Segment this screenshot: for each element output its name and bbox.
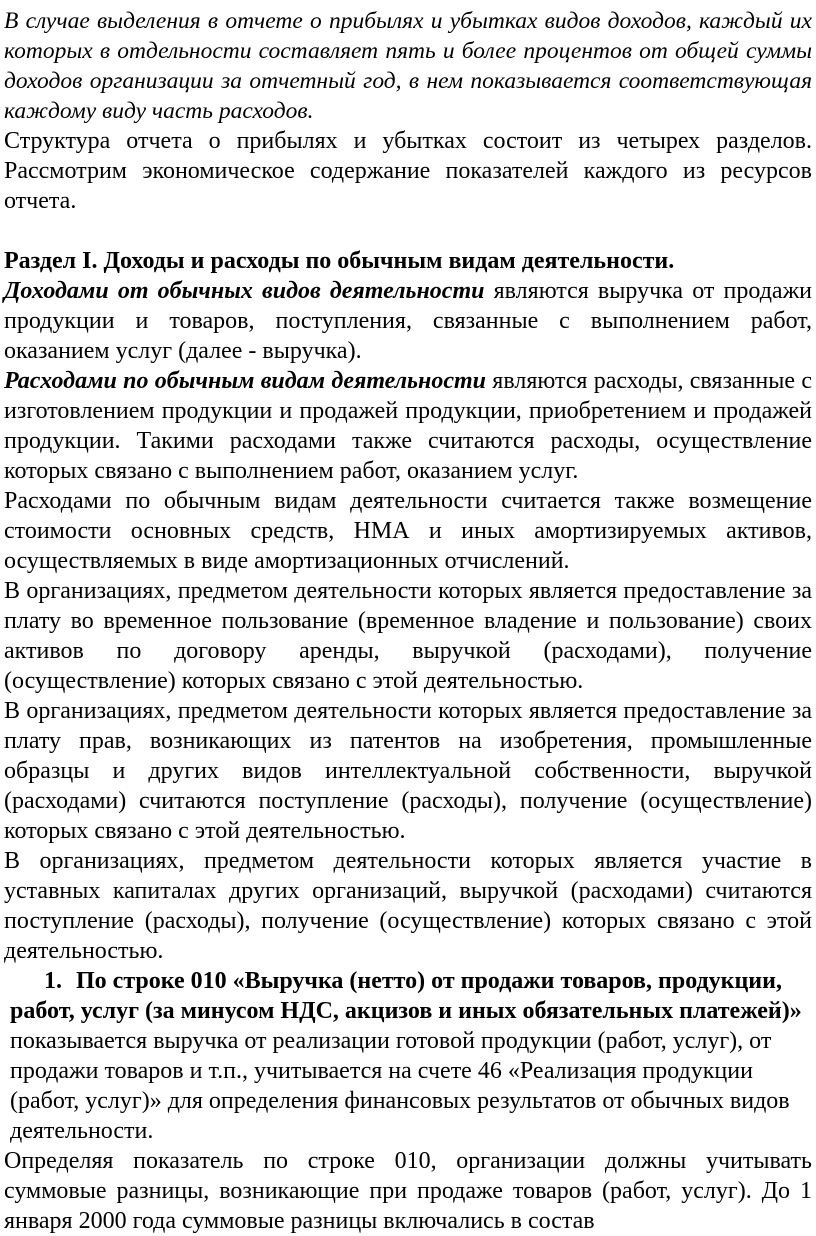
- expense-definition-paragraph: [4, 366, 812, 486]
- income-term: Доходами от обычных видов деятельности: [4, 278, 485, 304]
- list-item-bold-text: По строке 010 «Выручка (нетто) от продажи товаров, продукции, работ, услуг (за минусом НДС, акцизов и иных обязательных платежей)»: [10, 968, 802, 1024]
- expense-term: Расходами по обычным видам деятельности: [4, 368, 487, 394]
- capital-paragraph: В организациях, предметом деятельности которых является участие в уставных капиталах других организаций, выручкой (расходами) считаются поступление (расходы), получение (осуществление) которых связано с этой деятельностью.: [4, 848, 812, 964]
- expense-definition: являются расходы, связанные с изготовлением продукции и продажей продукции, приобретением и продажей продукции. Такими расходами также считаются расходы, осуществление которых связано с выполнением работ, оказанием услуг.: [4, 368, 812, 484]
- rent-paragraph: В организациях, предметом деятельности которых является предоставление за плату во временное пользование (временное владение и пользование) своих активов по договору аренды, выручкой (расходами), получение (осуществление) которых связано с этой деятельностью.: [4, 578, 812, 694]
- numbered-list: [4, 966, 812, 1146]
- income-definition: являются выручка от продажи продукции и товаров, поступления, связанные с выполнением работ, оказанием услуг (далее - выручка).: [4, 278, 812, 364]
- intro-paragraph: В случае выделения в отчете о прибылях и убытках видов доходов, каждый их которых в отдельности составляет пять и более процентов от общей суммы доходов организации за отчетный год, в нем показывается соответствующая каждому виду часть расходов.: [4, 8, 812, 124]
- list-item: [10, 966, 812, 1146]
- list-item-text: показывается выручка от реализации готовой продукции (работ, услуг), от продажи товаров и т.п., учитывается на счете 46 «Реализация продукции (работ, услуг)» для определения финансовых результатов от обычных видов деятельности.: [10, 1028, 790, 1144]
- amortization-paragraph: Расходами по обычным видам деятельности считается также возмещение стоимости основных средств, НМА и иных амортизируемых активов, осуществляемых в виде амортизационных отчислений.: [4, 488, 812, 574]
- line010-paragraph: Определяя показатель по строке 010, организации должны учитывать суммовые разницы, возникающие при продаже товаров (работ, услуг). До 1 января 2000 года суммовые разницы включались в состав: [4, 1148, 812, 1234]
- list-item-number: 1.: [44, 968, 62, 994]
- structure-paragraph: Структура отчета о прибылях и убытках состоит из четырех разделов. Рассмотрим экономическое содержание показателей каждого из ресурсов отчета.: [4, 128, 812, 214]
- section-heading: Раздел I. Доходы и расходы по обычным видам деятельности.: [4, 248, 675, 274]
- patents-paragraph: В организациях, предметом деятельности которых является предоставление за плату прав, возникающих из патентов на изобретения, промышленные образцы и других видов интеллектуальной собственности, выручкой (расходами) считаются поступление (расходы), получение (осуществление) которых связано с этой деятельностью.: [4, 698, 812, 844]
- income-definition-paragraph: [4, 276, 812, 366]
